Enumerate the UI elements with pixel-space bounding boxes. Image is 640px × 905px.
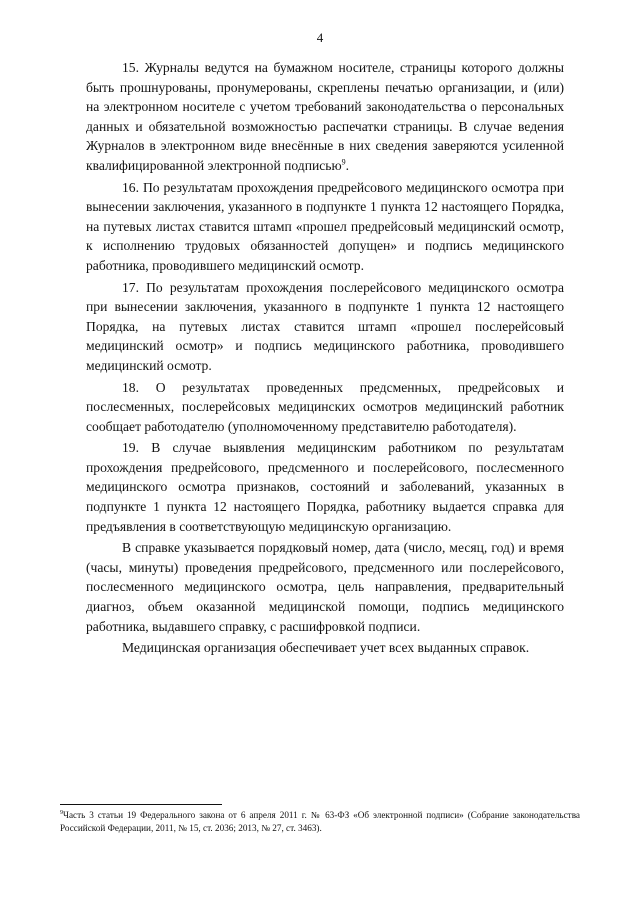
paragraph-16: 16. По результатам прохождения предрейсового медицинского осмотра при вынесении заключения, указанного в подпункте 1 пункта 12 настоящего Порядка, на путевых листах ставится штамп «прошел предрейсовый медицинский осмотр, к исполнению трудовых обязанностей допущен» и подпись медицинского работника, проводившего медицинский осмотр. — [86, 179, 564, 273]
paragraph-certificate-contents: В справке указывается порядковый номер, дата (число, месяц, год) и время (часы, минуты) проведения предрейсового, предсменного или послерейсового, послесменного медицинского осмотра, цель направления, предварительный диагноз, объем оказанной медицинской помощи, подпись медицинского работника, выдавшего справку, с расшифровкой подписи. — [86, 540, 564, 634]
paragraph-18: 18. О результатах проведенных предсменных, предрейсовых и послесменных, послерейсовых медицинских осмотров медицинский работник сообщает работодателю (уполномоченному представителю работодателя). — [86, 379, 564, 434]
paragraph-15 — [86, 58, 564, 176]
paragraph-certificate-accounting: Медицинская организация обеспечивает учет всех выданных справок. — [122, 640, 530, 656]
footnote-reference[interactable]: 9 — [341, 157, 346, 167]
footnote-divider — [60, 804, 222, 805]
paragraph-15-tail: . — [345, 157, 350, 173]
paragraph-19: 19. В случае выявления медицинским работником по результатам прохождения предрейсового, предсменного и послерейсового, послесменного медицинского осмотра признаков, состояний и заболеваний, указанных в подпункте 1 пункта 12 настоящего Порядка, работнику выдается справка для предъявления в соответствующую медицинскую организацию. — [86, 440, 564, 534]
footnote — [60, 809, 580, 835]
footnote-marker: 9 — [60, 809, 63, 816]
footnote-text: Часть 3 статьи 19 Федерального закона от 6 апреля 2011 г. № 63-ФЗ «Об электронной подписи» (Собрание законодательства Российской Федерации, 2011, № 15, ст. 2036; 2013, № 27, ст. 3463). — [60, 810, 580, 833]
paragraph-17: 17. По результатам прохождения послерейсового медицинского осмотра при вынесении заключения, указанного в подпункте 1 пункта 12 настоящего Порядка, на путевых листах ставится штамп «прошел послерейсовый медицинский осмотр» и подпись медицинского работника, проводившего медицинский осмотр. — [86, 279, 564, 373]
paragraph-15-text: 15. Журналы ведутся на бумажном носителе, страницы которого должны быть прошнурованы, пронумерованы, скреплены печатью организации, и (или) на электронном носителе с учетом требований законодательства о персональных данных и обязательной возможностью распечатки страницы. В случае ведения Журналов в электронном виде внесённые в них сведения заверяются усиленной квалифицированной электронной подписью — [86, 60, 564, 173]
document-body — [86, 58, 564, 660]
page-number: 4 — [316, 30, 324, 45]
